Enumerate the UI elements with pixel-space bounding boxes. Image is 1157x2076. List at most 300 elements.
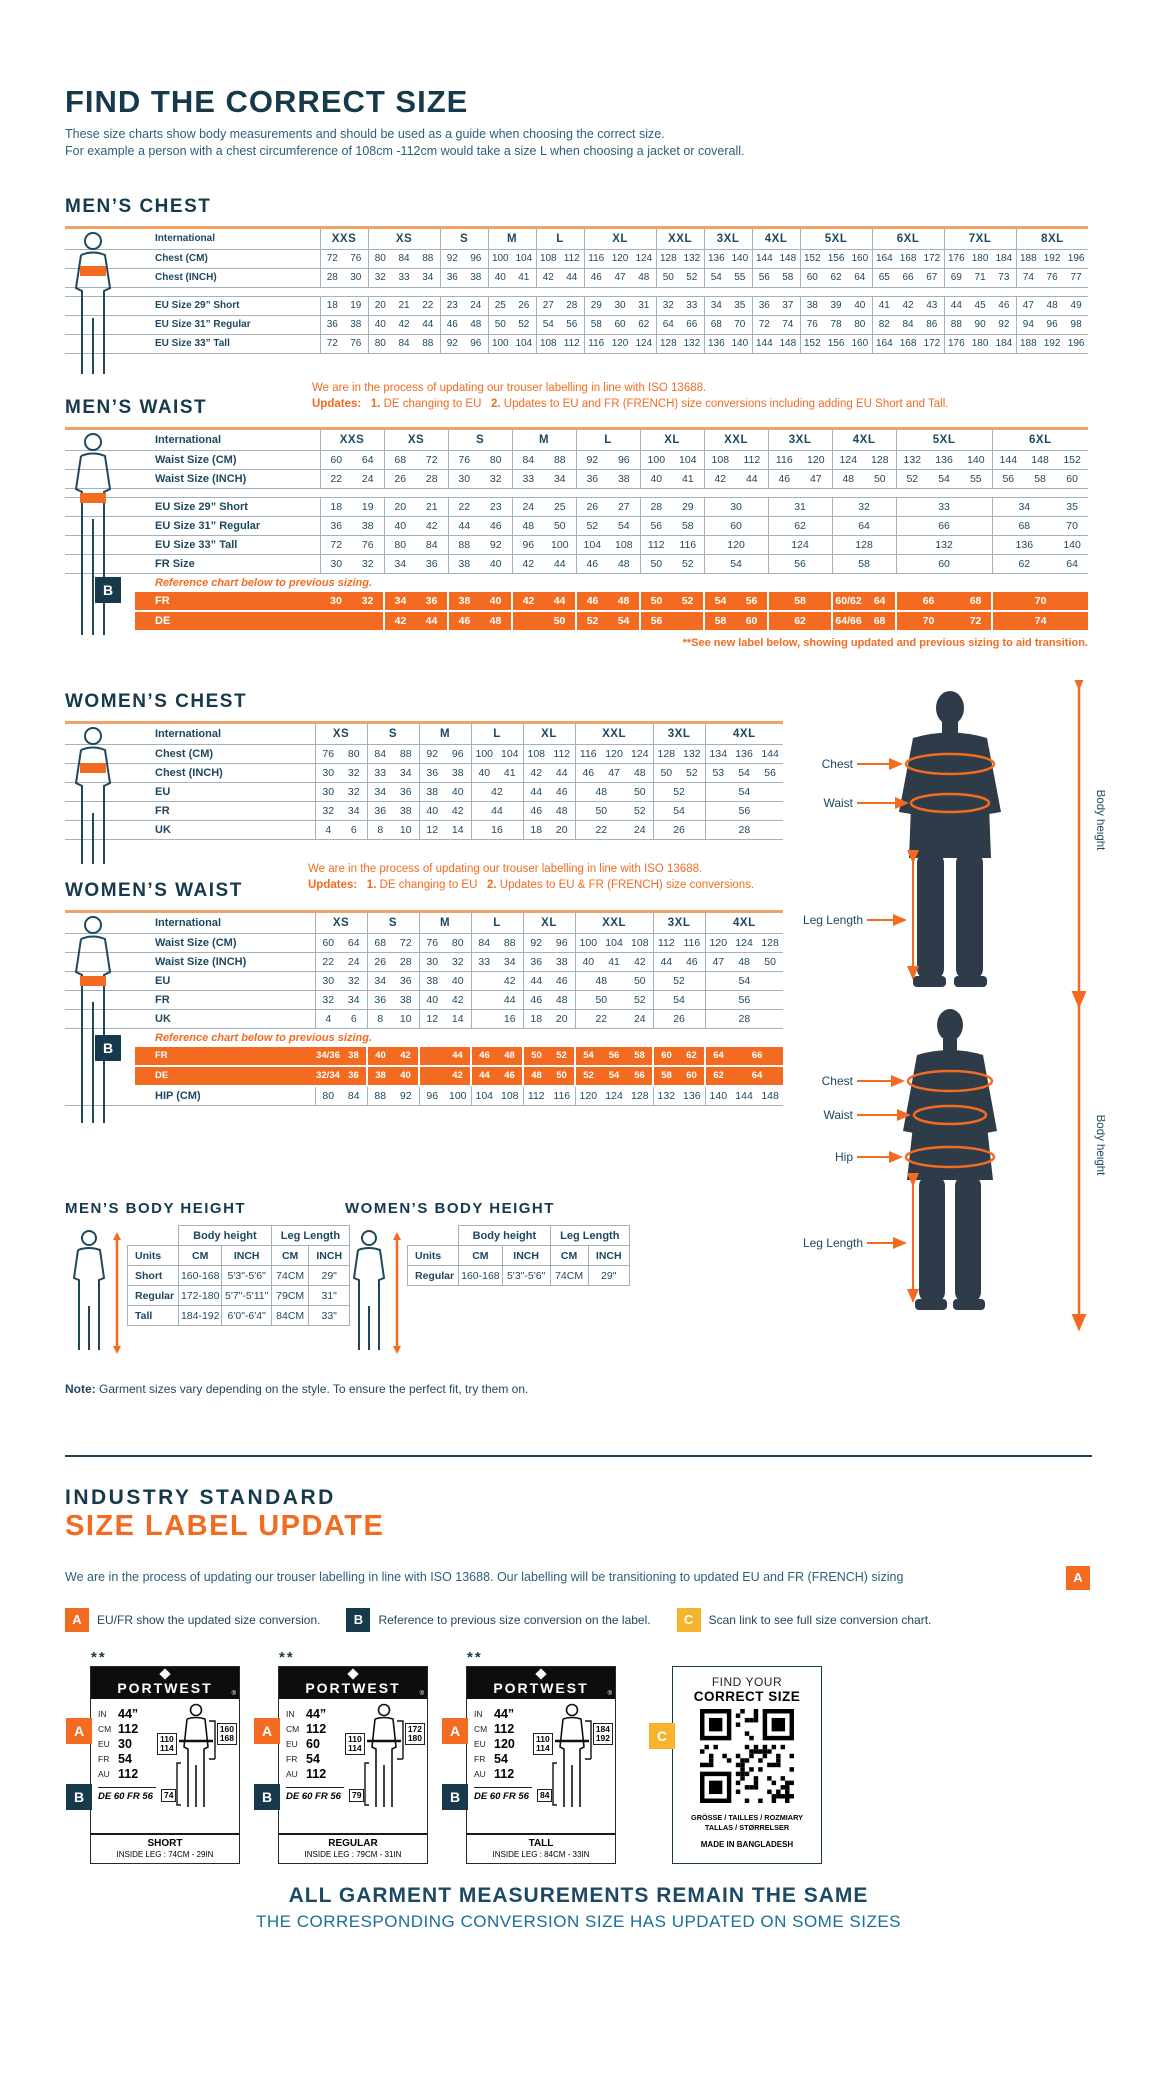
table-cell: 52: [633, 994, 646, 1006]
table-cell: 38: [399, 805, 412, 817]
table-cell: 76: [1046, 272, 1058, 283]
table-cell: 44: [503, 994, 516, 1006]
table-cell: 58: [681, 520, 694, 532]
table-cell: 40: [419, 991, 445, 1010]
table-cell: 56: [992, 470, 1024, 489]
table-cell: 46: [471, 1047, 497, 1066]
body-height-label: Body height: [1094, 1114, 1105, 1176]
size-col-3XL: 3XL: [768, 429, 832, 451]
badge-a: A: [442, 1718, 468, 1744]
table-cell: 50: [633, 786, 646, 798]
table-cell: 22: [330, 473, 343, 485]
mens-waist-table: [65, 427, 1088, 632]
table-cell: 50: [575, 991, 627, 1010]
table-row: [65, 972, 783, 991]
table-cell: 38: [448, 592, 480, 611]
table-cell: 21: [425, 501, 438, 513]
table-cell: 196: [1067, 338, 1085, 349]
table-cell: 48: [617, 558, 630, 570]
size-col-M: M: [419, 912, 471, 934]
table-cell: 96: [451, 748, 464, 760]
table-cell: 66: [751, 1050, 763, 1061]
table-cell: 40: [488, 269, 512, 288]
table-cell: 76: [350, 338, 362, 349]
row-label: Chest (INCH): [65, 764, 315, 783]
table-cell: 88: [422, 253, 434, 264]
intl-label: International: [65, 723, 315, 745]
table-cell: 36: [419, 764, 445, 783]
size-col-4XL: 4XL: [752, 228, 800, 250]
table-cell: 104: [471, 1086, 497, 1106]
table-cell: 40: [367, 1047, 393, 1066]
table-cell: 44: [566, 272, 578, 283]
table-cell: 44: [553, 558, 566, 570]
table-cell: 46: [998, 300, 1010, 311]
womens-waist-update-note: We are in the process of updating our trouser labelling in line with ISO 13688. Updates: 1. DE changing to EU 2. Updates to EU & FR (FRENCH) size conversions.: [308, 863, 755, 891]
table-cell: 46: [523, 802, 549, 821]
size-col-XL: XL: [523, 912, 575, 934]
table-cell: 42: [425, 520, 438, 532]
table-cell: 52: [576, 611, 608, 631]
female-measurement-figure: [795, 995, 1105, 1345]
womens-waist-table: [65, 910, 783, 1106]
table-cell: 42: [704, 470, 736, 489]
table-cell: 30: [322, 975, 335, 987]
table-cell: 35: [1066, 501, 1078, 513]
table-row: [65, 1029, 783, 1048]
table-row: [65, 821, 783, 840]
table-cell: 47: [608, 767, 620, 779]
portwest-logo: PORTWEST ®: [91, 1667, 239, 1699]
table-cell: 38: [448, 555, 480, 574]
table-cell: 68: [704, 316, 728, 335]
table-cell: 38: [451, 767, 464, 779]
diamond-icon: [159, 1668, 170, 1679]
table-cell: 44: [448, 517, 480, 536]
table-cell: 136: [935, 454, 953, 466]
table-cell: 80: [854, 319, 866, 330]
table-cell: [672, 611, 704, 631]
size-col-8XL: 8XL: [1016, 228, 1088, 250]
table-cell: 40: [400, 1070, 411, 1081]
table-cell: 34: [422, 272, 434, 283]
row-label: EU Size 31” Regular: [65, 517, 320, 536]
table-cell: 176: [944, 335, 968, 354]
table-cell: 38: [419, 972, 445, 991]
table-cell: 124: [635, 253, 653, 264]
table-cell: 48: [575, 783, 627, 802]
table-cell: 32: [451, 956, 464, 968]
table-cell: 60: [614, 319, 626, 330]
table-cell: 20: [555, 1013, 568, 1025]
size-label-update-heading: SIZE LABEL UPDATE: [65, 1510, 385, 1542]
leg-length-label: Leg Length: [802, 913, 863, 927]
table-cell: 66: [896, 592, 960, 611]
table-cell: 172: [923, 253, 941, 264]
table-cell: 41: [608, 956, 620, 968]
industry-standard-heading: INDUSTRY STANDARD: [65, 1486, 336, 1509]
table-cell: 28: [566, 300, 578, 311]
table-cell: 50: [553, 615, 566, 627]
table-cell: 98: [1070, 319, 1082, 330]
table-cell: 42: [503, 975, 516, 987]
size-col-XS: XS: [384, 429, 448, 451]
table-cell: 56: [752, 269, 776, 288]
row-label: HIP (CM): [65, 1086, 315, 1106]
table-cell: 30: [419, 953, 445, 972]
table-cell: 136: [735, 748, 753, 760]
table-cell: 12: [419, 1010, 445, 1029]
table-cell: 52: [633, 805, 646, 817]
made-in-text: MADE IN BANGLADESH: [700, 1840, 794, 1849]
row-label: EU: [65, 783, 315, 802]
inside-leg-text: INSIDE LEG : 84CM - 33IN: [492, 1850, 590, 1859]
table-cell: 47: [705, 953, 731, 972]
table-cell: 58: [782, 272, 794, 283]
table-cell: 41: [503, 767, 516, 779]
size-col-3XL: 3XL: [653, 723, 705, 745]
table-cell: 54: [653, 802, 705, 821]
leg-length-label: Leg Length: [802, 1236, 863, 1250]
womens-body-height-section: [345, 1200, 630, 1286]
table-cell: 100: [488, 335, 512, 354]
table-cell: 54: [575, 1047, 601, 1066]
table-cell: 96: [617, 454, 630, 466]
size-col-3XL: 3XL: [704, 228, 752, 250]
size-col-XXS: XXS: [331, 233, 357, 245]
table-cell: 58: [704, 611, 736, 631]
table-cell: 112: [523, 1086, 549, 1106]
table-cell: 192: [1043, 253, 1061, 264]
table-cell: 76: [361, 539, 374, 551]
table-cell: 48: [832, 470, 864, 489]
table-cell: 29: [584, 297, 608, 316]
table-cell: 136: [704, 335, 728, 354]
table-cell: 36: [440, 269, 464, 288]
table-cell: 44: [422, 319, 434, 330]
table-cell: 132: [683, 253, 701, 264]
diamond-icon: [535, 1668, 546, 1679]
table-cell: 4: [325, 1013, 332, 1025]
table-cell: 100: [449, 1090, 467, 1102]
table-cell: 60: [745, 615, 758, 627]
table-cell: 64: [347, 937, 360, 949]
table-cell: 76: [350, 253, 362, 264]
table-cell: 112: [563, 253, 580, 264]
table-cell: 128: [832, 536, 896, 555]
row-label: FR: [65, 592, 320, 611]
table-row: [65, 316, 1088, 335]
table-cell: 116: [553, 1090, 571, 1102]
table-cell: 116: [679, 539, 697, 551]
table-cell: 82: [872, 316, 896, 335]
table-cell: 112: [743, 454, 761, 466]
table-cell: 4: [325, 824, 332, 836]
table-cell: 24: [633, 824, 646, 836]
table-cell: 66: [896, 517, 992, 536]
table-cell: 48: [633, 767, 646, 779]
badge-b: B: [66, 1784, 92, 1810]
badge-b: B: [346, 1608, 370, 1632]
table-cell: 36: [399, 975, 412, 987]
table-cell: 23: [489, 501, 502, 513]
inside-leg-text: INSIDE LEG : 79CM - 31IN: [304, 1850, 402, 1859]
male-silhouette: [899, 691, 1001, 987]
size-label-card-short: [73, 1649, 240, 1864]
table-cell: 46: [768, 470, 800, 489]
table-row: [65, 335, 1088, 354]
table-cell: 70: [734, 319, 746, 330]
table-cell: 80: [368, 335, 392, 354]
table-cell: 88: [503, 937, 516, 949]
table-cell: 108: [615, 539, 633, 551]
row-label: EU Size 29” Short: [65, 297, 320, 316]
table-cell: 32: [347, 786, 360, 798]
table-cell: 34: [367, 972, 393, 991]
table-cell: 43: [926, 300, 938, 311]
table-row: [65, 517, 1088, 536]
table-cell: 70: [896, 611, 960, 631]
table-cell: 148: [1031, 454, 1049, 466]
section-title: WOMEN’S BODY HEIGHT: [345, 1200, 555, 1217]
table-cell: 55: [734, 272, 746, 283]
row-label: EU Size 33” Tall: [65, 536, 320, 555]
table-cell: 22: [322, 956, 335, 968]
table-row: [65, 764, 783, 783]
table-cell: 128: [631, 1090, 649, 1102]
size-col-XS: XS: [332, 917, 350, 929]
size-col-M: M: [512, 429, 576, 451]
table-cell: 32: [368, 269, 392, 288]
table-cell: 112: [640, 536, 672, 555]
table-cell: 34: [384, 555, 416, 574]
table-cell: 35: [734, 300, 746, 311]
table-cell: 24: [512, 498, 544, 517]
size-col-L: L: [576, 429, 640, 451]
table-cell: 92: [419, 745, 445, 764]
table-cell: 64: [832, 517, 896, 536]
table-cell: 46: [504, 1070, 515, 1081]
table-cell: 124: [631, 748, 649, 760]
table-cell: 140: [731, 338, 749, 349]
table-cell: 28: [399, 956, 412, 968]
table-cell: 46: [489, 520, 502, 532]
size-col-XXL: XXL: [704, 429, 768, 451]
table-cell: 144: [761, 748, 779, 760]
row-label: Chest (INCH): [65, 269, 320, 288]
table-cell: 46: [576, 555, 608, 574]
table-cell: 41: [681, 473, 694, 485]
table-cell: 132: [683, 748, 701, 760]
table-cell: 26: [384, 470, 416, 489]
table-cell: 27: [617, 501, 630, 513]
table-cell: 65: [872, 269, 896, 288]
size-label-card-regular: [261, 1649, 428, 1864]
table-cell: 134: [705, 745, 731, 764]
table-row: [65, 498, 1088, 517]
table-cell: 48: [555, 994, 568, 1006]
table-cell: 100: [640, 451, 672, 470]
female-silhouette: [903, 1009, 997, 1310]
table-cell: 36: [367, 802, 393, 821]
table-cell: 25: [553, 501, 566, 513]
badge-c: C: [677, 1608, 701, 1632]
table-cell: 50: [873, 473, 886, 485]
size-col-S: S: [367, 912, 419, 934]
table-cell: 34: [367, 783, 393, 802]
table-cell: 72: [326, 253, 338, 264]
table-cell: 92: [440, 250, 464, 269]
table-cell: 88: [422, 338, 434, 349]
table-cell: 52: [686, 272, 698, 283]
footer-line-2: THE CORRESPONDING CONVERSION SIZE HAS UPDATED ON SOME SIZES: [255, 1912, 902, 1931]
row-label: UK: [65, 821, 315, 840]
table-cell: 56: [768, 555, 832, 574]
table-cell: 48: [575, 972, 627, 991]
table-cell: 32: [489, 473, 502, 485]
table-cell: 60: [686, 1070, 697, 1081]
table-cell: 46: [576, 592, 608, 611]
table-cell: 18: [523, 821, 549, 840]
transition-stars: **: [91, 1649, 107, 1666]
height-range-box: 172 180: [405, 1723, 425, 1745]
table-cell: 36: [330, 520, 343, 532]
table-cell: 128: [761, 937, 779, 949]
table-cell: 52: [518, 319, 530, 330]
womens-chest-title: WOMEN’S CHEST: [65, 691, 248, 712]
table-cell: 34/36: [316, 1050, 340, 1061]
table-cell: 128: [653, 745, 679, 764]
table-cell: 46: [685, 956, 698, 968]
table-cell: 84: [367, 745, 393, 764]
table-cell: 52: [681, 595, 694, 607]
table-cell: 120: [605, 748, 623, 760]
table-cell: 62: [638, 319, 650, 330]
row-label: Chest (CM): [65, 745, 315, 764]
table-cell: 52: [685, 767, 698, 779]
table-cell: 22: [575, 1010, 627, 1029]
table-cell: 58: [653, 1066, 679, 1086]
row-label: EU Size 31” Regular: [65, 316, 320, 335]
table-cell: 30: [330, 558, 343, 570]
table-cell: 96: [555, 937, 568, 949]
table-cell: 24: [633, 1013, 646, 1025]
womens-waist-section: [65, 880, 783, 1106]
table-cell: 28: [640, 498, 672, 517]
table-cell: 32: [347, 767, 360, 779]
table-cell: 164: [872, 335, 896, 354]
page-intro: [65, 126, 745, 160]
table-cell: 46: [523, 991, 549, 1010]
size-col-XXL: XXL: [656, 228, 704, 250]
mens-chest-table: [65, 226, 1088, 354]
table-cell: 42: [512, 592, 544, 611]
table-cell: 23: [440, 297, 464, 316]
table-row: [65, 536, 1088, 555]
table-cell: 38: [367, 1066, 393, 1086]
table-cell: 37: [782, 300, 794, 311]
table-cell: 124: [768, 536, 832, 555]
size-col-M: M: [488, 228, 536, 250]
table-cell: 56: [634, 1070, 645, 1081]
table-cell: 6: [350, 1013, 357, 1025]
table-cell: 52: [896, 470, 928, 489]
table-cell: 44: [452, 1050, 463, 1061]
table-cell: 30: [614, 300, 626, 311]
size-col-XS: XS: [332, 728, 350, 740]
womens-chest-section: [65, 691, 783, 840]
table-cell: 48: [523, 1066, 549, 1086]
table-cell: 128: [656, 335, 680, 354]
table-cell: 76: [800, 316, 824, 335]
table-cell: 84: [471, 934, 497, 953]
mens-waist-title: MEN’S WAIST: [65, 397, 208, 418]
table-cell: 64: [751, 1070, 763, 1081]
table-cell: 28: [705, 821, 783, 840]
table-cell: 104: [515, 253, 533, 264]
size-col-XS: XS: [368, 228, 440, 250]
table-cell: 54: [938, 473, 950, 485]
table-row: [65, 802, 783, 821]
table-cell: 32: [361, 595, 374, 607]
table-cell: 36: [576, 470, 608, 489]
badge-a: A: [1066, 1566, 1090, 1590]
row-label: Chest (CM): [65, 250, 320, 269]
section-title: MEN’S BODY HEIGHT: [65, 1200, 247, 1217]
table-cell: 46: [584, 269, 608, 288]
table-cell: 73: [998, 272, 1010, 283]
body-height-label: Body height: [1094, 789, 1105, 851]
table-cell: 94: [1016, 316, 1040, 335]
table-cell: 38: [399, 994, 412, 1006]
size-col-XL: XL: [523, 723, 575, 745]
table-cell: 44: [471, 802, 523, 821]
badge-a: A: [254, 1718, 280, 1744]
size-col-XL: XL: [640, 429, 704, 451]
table-cell: 24: [361, 473, 374, 485]
table-cell: 76: [448, 451, 480, 470]
table-cell: 20: [555, 824, 568, 836]
table-row: [65, 611, 1088, 631]
section-divider: [65, 1455, 1092, 1457]
inside-leg-text: INSIDE LEG : 74CM - 29IN: [116, 1850, 214, 1859]
table-cell: 28: [425, 473, 438, 485]
table-cell: 38: [419, 783, 445, 802]
table-cell: 33: [686, 300, 698, 311]
table-cell: 124: [735, 937, 753, 949]
fit-name: SHORT: [147, 1838, 183, 1849]
table-cell: 25: [488, 297, 512, 316]
table-cell: 32: [322, 805, 335, 817]
table-cell: 44: [523, 783, 549, 802]
table-cell: 72: [425, 454, 438, 466]
table-cell: 156: [827, 253, 845, 264]
chest-label: Chest: [821, 1074, 853, 1088]
table-cell: [419, 1047, 445, 1066]
transition-footnote: **See new label below, showing updated and previous sizing to aid transition.: [682, 637, 1088, 649]
mens-waist-update-note: We are in the process of updating our trouser labelling in line with ISO 13688. Updates: 1. DE changing to EU 2. Updates to EU and FR (FRENCH) size conversions including adding EU Short and Tall.: [312, 382, 949, 410]
table-cell: 21: [398, 300, 410, 311]
table-cell: 44: [555, 767, 568, 779]
table-cell: 36: [752, 297, 776, 316]
size-col-XL: XL: [584, 228, 656, 250]
table-cell: 80: [489, 454, 502, 466]
row-label: EU: [65, 972, 315, 991]
size-col-4XL: 4XL: [705, 723, 783, 745]
table-cell: 26: [653, 821, 705, 840]
table-cell: 116: [683, 937, 701, 949]
badge-b: B: [442, 1784, 468, 1810]
